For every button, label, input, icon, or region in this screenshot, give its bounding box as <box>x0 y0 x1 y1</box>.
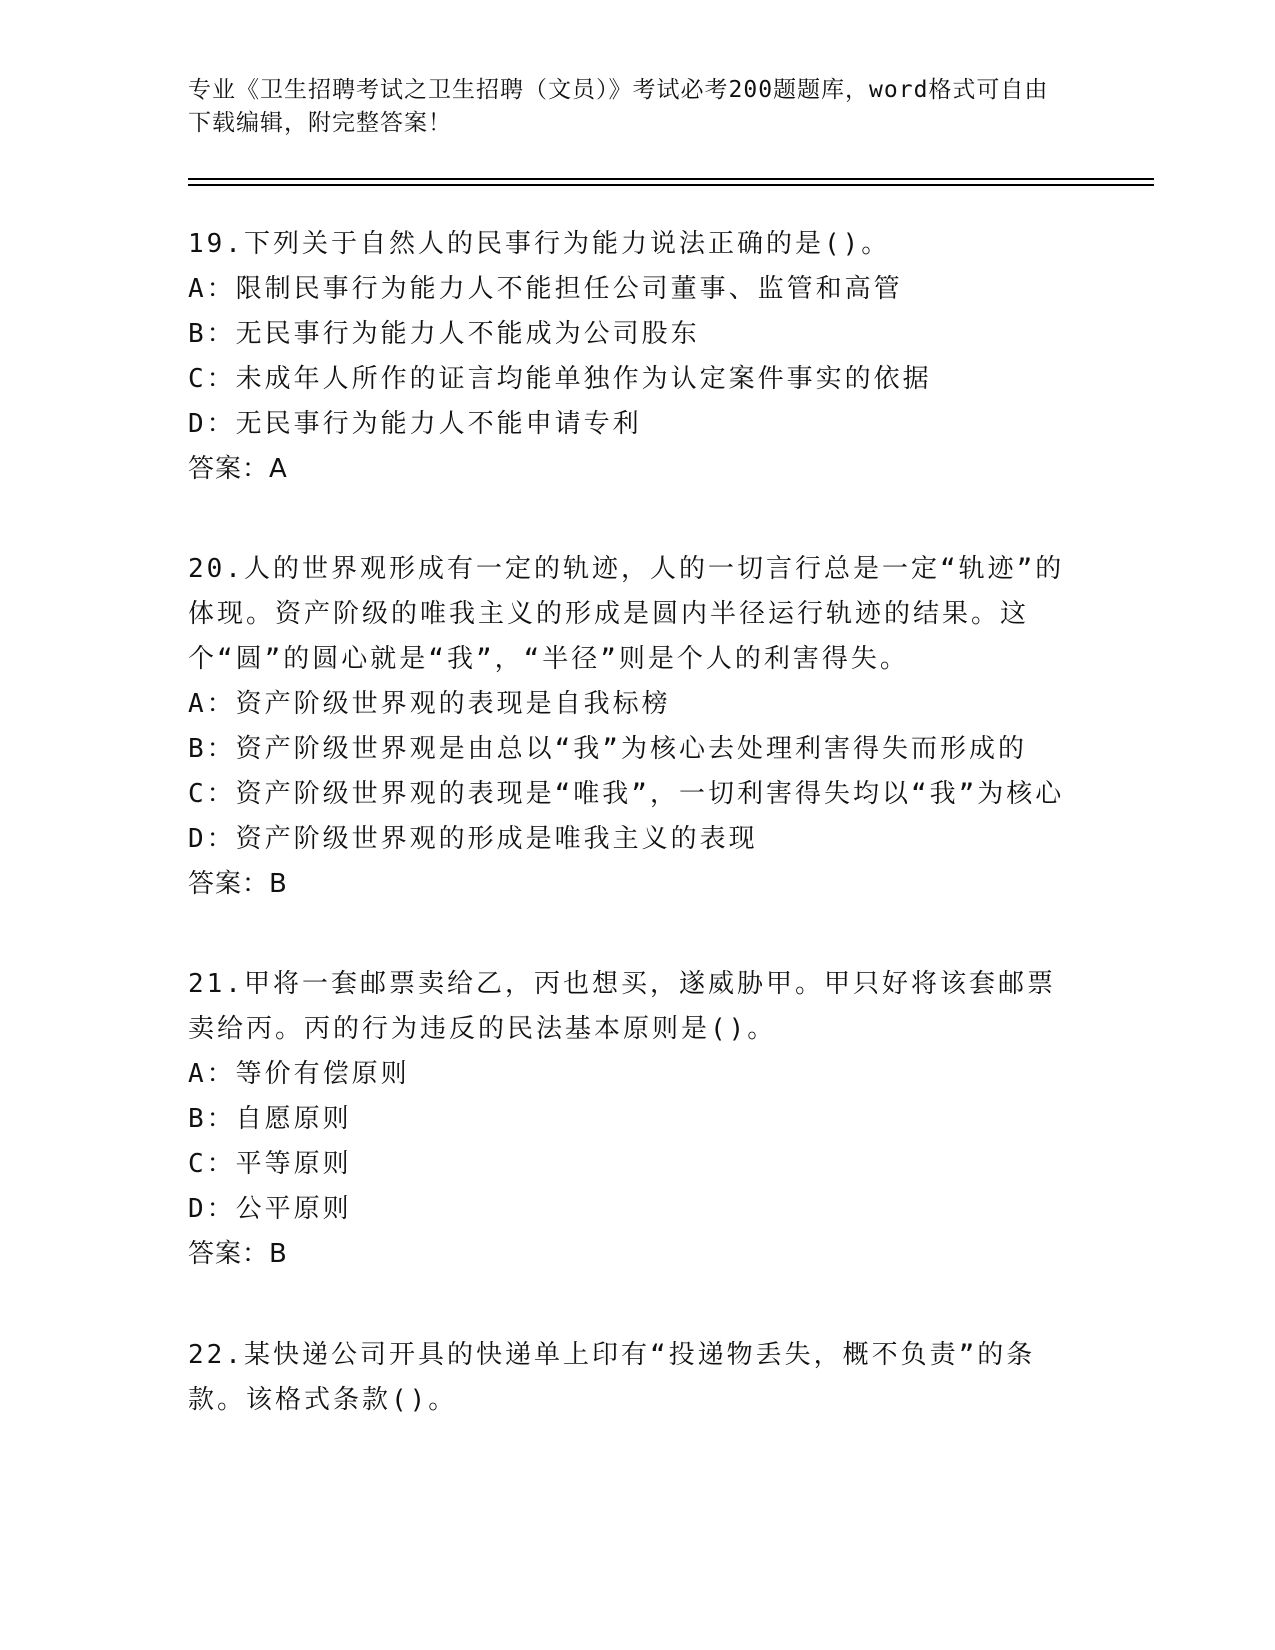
question-text: 22.某快递公司开具的快递单上印有“投递物丢失，概不负责”的条款。该格式条款()。 <box>188 1340 1036 1415</box>
question-19 <box>188 222 1068 492</box>
option-a: A：等价有偿原则 <box>188 1059 410 1089</box>
option-d: D：资产阶级世界观的形成是唯我主义的表现 <box>188 824 758 854</box>
option-a: A：资产阶级世界观的表现是自我标榜 <box>188 689 671 719</box>
option-c: C：未成年人所作的证言均能单独作为认定案件事实的依据 <box>188 364 932 394</box>
answer-label: 答案： <box>188 869 270 899</box>
answer-line <box>188 447 1068 492</box>
option-d: D：无民事行为能力人不能申请专利 <box>188 409 642 439</box>
option-b: B：自愿原则 <box>188 1104 352 1134</box>
document-header <box>188 74 1068 140</box>
question-20 <box>188 547 1068 907</box>
option-b: B：资产阶级世界观是由总以“我”为核心去处理利害得失而形成的 <box>188 734 1027 764</box>
answer-line <box>188 1232 1068 1277</box>
option-c: C：资产阶级世界观的表现是“唯我”，一切利害得失均以“我”为核心 <box>188 779 1065 809</box>
answer-label: 答案： <box>188 1239 270 1269</box>
question-text: 19.下列关于自然人的民事行为能力说法正确的是()。 <box>188 229 891 259</box>
option-d: D：公平原则 <box>188 1194 352 1224</box>
header-divider-top <box>188 178 1154 180</box>
option-a: A：限制民事行为能力人不能担任公司董事、监管和高管 <box>188 274 903 304</box>
header-divider-bottom <box>188 184 1154 186</box>
question-21 <box>188 962 1068 1277</box>
question-22 <box>188 1333 1068 1423</box>
question-text: 20.人的世界观形成有一定的轨迹，人的一切言行总是一定“轨迹”的体现。资产阶级的唯我主义的形成是圆内半径运行轨迹的结果。这个“圆”的圆心就是“我”，“半径”则是个人的利害得失。 <box>188 554 1065 674</box>
header-title: 专业《卫生招聘考试之卫生招聘（文员）》考试必考200题题库，word格式可自由下载编辑，附完整答案！ <box>188 77 1049 136</box>
question-text: 21.甲将一套邮票卖给乙，丙也想买，遂威胁甲。甲只好将该套邮票卖给丙。丙的行为违反的民法基本原则是()。 <box>188 969 1056 1044</box>
answer-value: A <box>269 454 288 484</box>
answer-value: B <box>269 1239 288 1269</box>
answer-line <box>188 862 1068 907</box>
answer-value: B <box>269 869 288 899</box>
option-b: B：无民事行为能力人不能成为公司股东 <box>188 319 700 349</box>
answer-label: 答案： <box>188 454 270 484</box>
option-c: C：平等原则 <box>188 1149 352 1179</box>
